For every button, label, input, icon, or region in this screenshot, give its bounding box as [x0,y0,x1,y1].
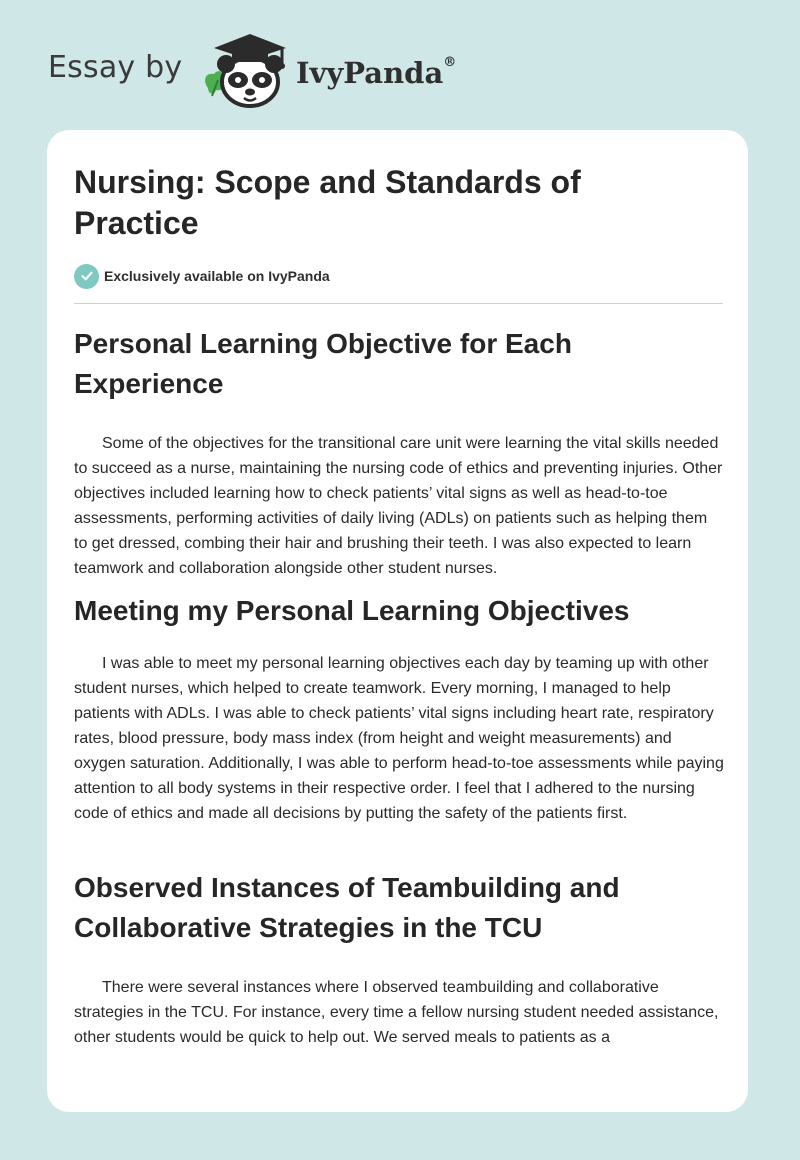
divider [74,303,723,304]
essay-by-label: Essay by [48,50,183,85]
panda-graduate-icon[interactable] [200,30,292,110]
brand-name[interactable]: IvyPanda® [296,55,457,90]
section-heading: Observed Instances of Teambuilding and Collaborative Strategies in the TCU [74,872,620,943]
exclusive-label: Exclusively available on IvyPanda [104,268,330,284]
section-paragraph: There were several instances where I observed teambuilding and collaborative strategies in the TCU. For instance, every time a fellow nursing student needed assistance, other students would be quick to help out. We served meals to patients as a [74,979,719,1046]
page-title: Nursing: Scope and Standards of Practice [74,164,581,241]
check-circle-icon [74,264,99,289]
section-meeting-objectives [74,591,724,826]
section-teambuilding [74,868,724,1050]
section-paragraph: Some of the objectives for the transitional care unit were learning the vital skills needed to succeed as a nurse, maintaining the nursing code of ethics and preventing injuries. Other objectives included learning how to check patients’ vital signs as well as head-to-toe assessments, performing activities of daily living (ADLs) on patients such as helping them to get dressed, combing their hair and brushing their teeth. I was also expected to learn teamwork and collaboration alongside other student nurses. [74,435,723,577]
section-heading: Meeting my Personal Learning Objectives [74,595,630,626]
essay-card [47,130,748,1112]
site-header [48,30,748,110]
section-learning-objective [74,324,724,581]
section-heading: Personal Learning Objective for Each Experience [74,328,572,399]
section-paragraph: I was able to meet my personal learning objectives each day by teaming up with other student nurses, which helped to create teamwork. Every morning, I managed to help patients with ADLs. I was able to check patients’ vital signs including heart rate, respiratory rates, blood pressure, body mass index (from height and weight measurements) and oxygen saturation. Additionally, I was able to perform head-to-toe assessments while paying attention to all body systems in their respective order. I feel that I adhered to the nursing code of ethics and made all decisions by putting the safety of the patients first. [74,655,724,822]
exclusive-badge [74,263,330,289]
